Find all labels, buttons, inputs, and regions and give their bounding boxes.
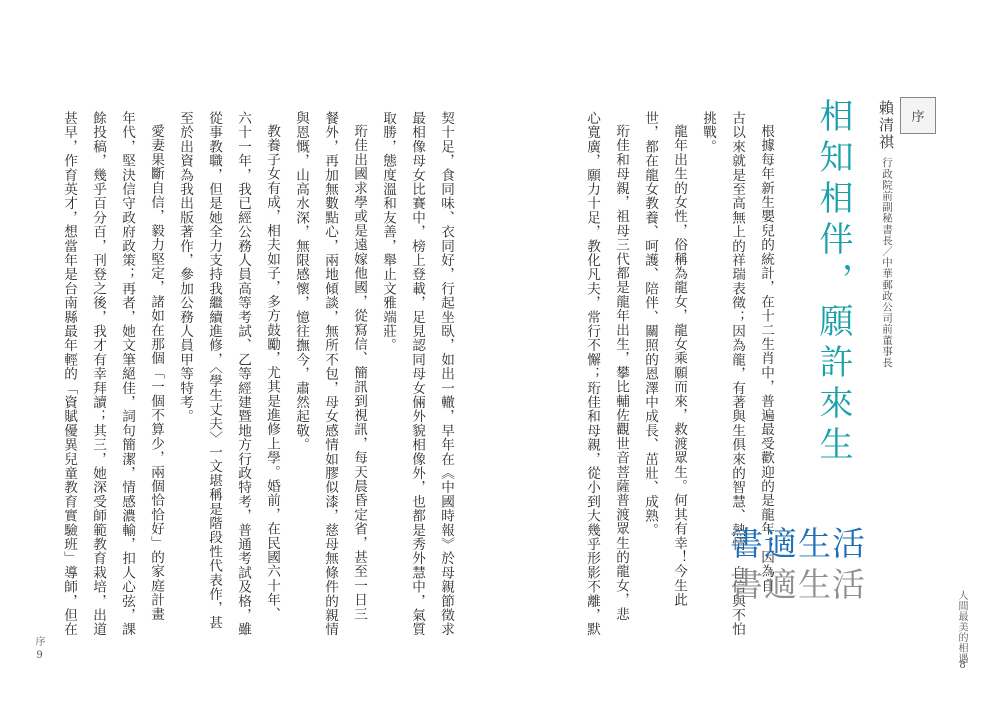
left-paragraph-line: 餐外，再加無數點心，兩地傾談，無所不包，母女感情如膠似漆，慈母無條件的親情 bbox=[322, 111, 338, 637]
right-paragraph-line: 心寬廣，願力十足，教化凡夫，常行不懈；珩佳和母親，從小到大幾乎形影不離，默 bbox=[584, 111, 600, 637]
right-paragraph-line: 世，都在龍女教養、呵護、陪伴、關照的恩澤中成長、茁壯、成熟。 bbox=[642, 111, 658, 537]
left-paragraph-line: 珩佳出國求學或是遠嫁他國，從寫信、簡訊到視訊，每天晨昏定省，甚至一日三 bbox=[351, 124, 367, 621]
left-paragraph-line: 從事教職，但是她全力支持我繼續進修，〈學生丈夫〉一文堪稱是階段性代表作，甚 bbox=[206, 111, 222, 630]
left-paragraph-line: 取勝，態度溫和友善，舉止文雅端莊。 bbox=[380, 111, 396, 353]
left-paragraph-line: 六十一年，我已經公務人員高等考試、乙等經建暨地方行政特考，普通考試及格，雖 bbox=[235, 111, 251, 637]
author-title: 行政院前副秘書長／中華郵政公司前董事長 bbox=[881, 157, 893, 368]
watermark-gray: 書適生活 bbox=[730, 565, 866, 604]
left-paragraph-line: 契十足，食同味、衣同好，行起坐臥，如出一轍，早年在《中國時報》於母親節徵求 bbox=[438, 111, 454, 637]
watermark-blue: 書適生活 bbox=[730, 524, 866, 563]
author-name: 賴清祺 bbox=[877, 100, 895, 151]
left-paragraph-line: 最相像母女比賽中，榜上登載，足見認同母女倆外貌相像外，也都是秀外慧中，氣質 bbox=[409, 111, 425, 637]
left-page-footer: 序 bbox=[33, 636, 44, 647]
right-paragraph-line: 古以來就是至高無上的祥瑞表徵；因為龍，有著與生俱來的智慧、熱情、自信與不怕 bbox=[729, 111, 745, 637]
right-paragraph-line: 根據每年新生嬰兒的統計，在十二生肖中，普遍最受歡迎的是龍年；因為自 bbox=[758, 124, 774, 593]
left-paragraph-line: 年代，堅決信守政府政策；再者，她文筆絕佳，詞句簡潔，情感濃輸，扣人心弦，課 bbox=[119, 111, 135, 637]
right-paragraph-line: 珩佳和母親，祖母三代都是龍年出生，攀比輔佐觀世音菩薩普渡眾生的龍女，悲 bbox=[613, 124, 629, 621]
right-paragraph-line: 挑戰。 bbox=[700, 111, 716, 154]
section-label: 序 bbox=[900, 97, 936, 134]
left-paragraph-line: 教養子女有成，相夫如子，多方鼓勵，尤其是進修上學。婚前，在民國六十年、 bbox=[264, 124, 280, 621]
left-paragraph-line: 與恩慨，山高水深，無限感懷，憶往撫今，肅然起敬。 bbox=[293, 111, 309, 452]
left-paragraph-line: 甚早，作育英才，想當年是台南縣最年輕的「資賦優異兒童教育實驗班」導師，但在 bbox=[61, 111, 77, 637]
right-page-footer: 人間最美的相遇 bbox=[956, 590, 967, 664]
page-title: 相知相伴，願許來生 bbox=[813, 98, 853, 467]
right-paragraph-line: 龍年出生的女性，俗稱為龍女，龍女乘願而來，救渡眾生。何其有幸！今生此 bbox=[671, 124, 687, 607]
left-paragraph-line: 至於出資為我出版著作，參加公務人員甲等特考。 bbox=[177, 111, 193, 424]
right-page-number: 8 bbox=[957, 660, 968, 672]
left-paragraph-line: 餘投稿，幾乎百分百，刊登之後，我才有幸拜讀；其三，她深受師範教育栽培，出道 bbox=[90, 111, 106, 637]
left-page-number: 9 bbox=[34, 650, 45, 662]
left-paragraph-line: 愛妻果斷自信，毅力堅定，諸如在那個「一個不算少，兩個恰恰好」的家庭計畫 bbox=[148, 124, 164, 621]
